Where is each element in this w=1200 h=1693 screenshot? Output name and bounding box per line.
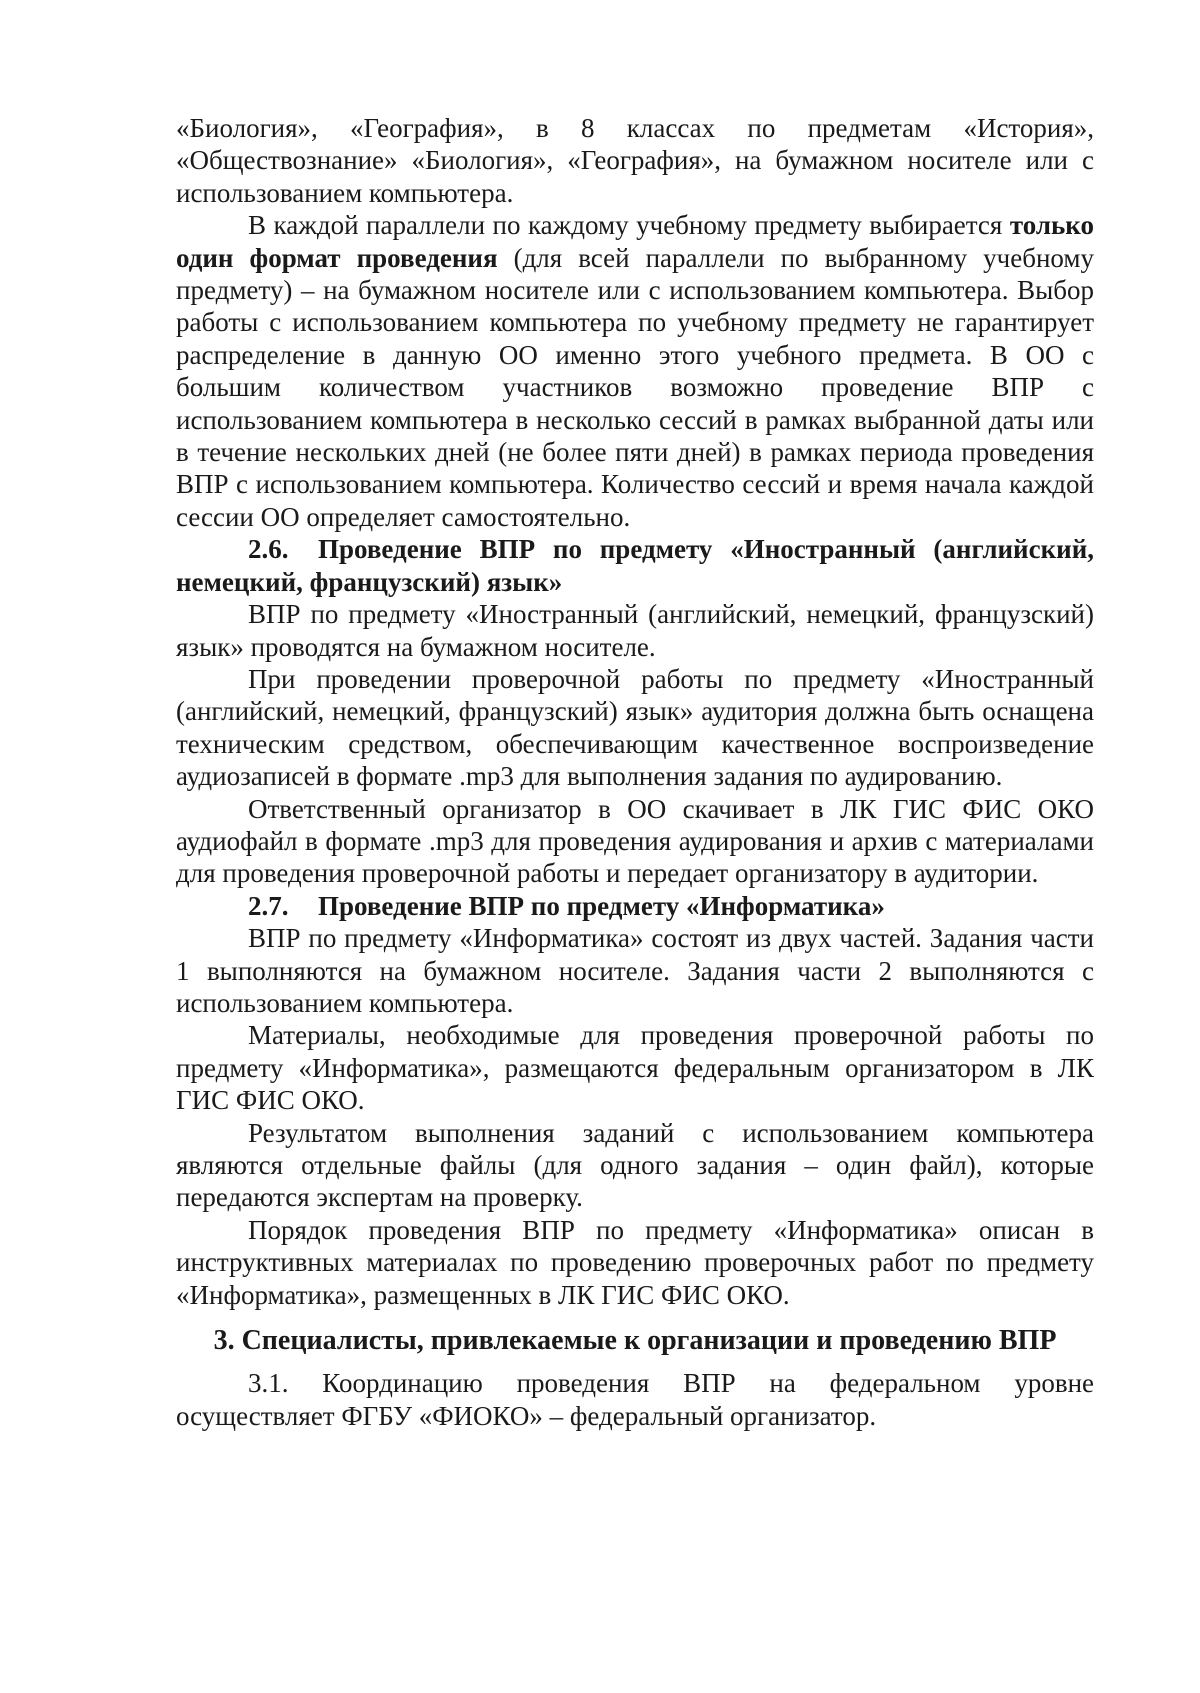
paragraph-foreign-language-paper: ВПР по предмету «Иностранный (английский, немецкий, французский) язык» проводятся на бумажном носителе. — [176, 599, 1094, 662]
section-title-2-6: Проведение ВПР по предмету «Иностранный (английский, немецкий, французский) язык» — [176, 534, 1094, 597]
paragraph-informatics-results: Результатом выполнения заданий с использованием компьютера являются отдельные файлы (для одного задания – один файл), которые передаются экспертам на проверку. — [176, 1117, 1094, 1213]
paragraph-subjects-continued: «Биология», «География», в 8 классах по предметам «История», «Обществознание» «Биология», «География», на бумажном носителе или с использованием компьютера. — [176, 113, 1094, 208]
section-number-2-7: 2.7. — [248, 890, 289, 921]
paragraph-foreign-language-download: Ответственный организатор в ОО скачивает в ЛК ГИС ФИС ОКО аудиофайл в формате .mp3 для проведения аудирования и архив с материалами для проведения проверочной работы и передает организатору в аудитории. — [176, 793, 1094, 889]
section-number-2-6: 2.6. — [248, 534, 289, 565]
section-heading-2-6 — [176, 533, 1094, 598]
paragraph-federal-coordination: 3.1. Координацию проведения ВПР на федеральном уровне осуществляет ФГБУ «ФИОКО» – федеральный организатор. — [176, 1368, 1094, 1431]
paragraph-informatics-procedure: Порядок проведения ВПР по предмету «Информатика» описан в инструктивных материалах по проведению проверочных работ по предмету «Информатика», размещенных в ЛК ГИС ФИС ОКО. — [176, 1214, 1094, 1310]
paragraph-format-choice — [176, 209, 1094, 533]
section-heading-3: 3. Специалисты, привлекаемые к организации и проведению ВПР — [213, 1325, 1057, 1357]
format-choice-text-end: (для всей параллели по выбранному учебному предмету) – на бумажном носителе или с использованием компьютера. Выбор работы с использованием компьютера по учебному предмету не гарантирует распределение в данную ОО именно этого учебного предмета. В ОО с большим количеством участников возможно проведение ВПР с использованием компьютера в несколько сессий в рамках выбранной даты или в течение нескольких дней (не более пяти дней) в рамках периода проведения ВПР с использованием компьютера. Количество сессий и время начала каждой сессии ОО определяет самостоятельно. — [176, 242, 1094, 532]
paragraph-informatics-parts: ВПР по предмету «Информатика» состоят из двух частей. Задания части 1 выполняются на бумажном носителе. Задания части 2 выполняются с использованием компьютера. — [176, 923, 1094, 1018]
format-choice-emphasis: только один формат проведения — [176, 210, 1094, 273]
paragraph-informatics-materials: Материалы, необходимые для проведения проверочной работы по предмету «Информатика», размещаются федеральным организатором в ЛК ГИС ФИС ОКО. — [176, 1020, 1094, 1116]
format-choice-text-start: В каждой параллели по каждому учебному предмету выбирается — [248, 210, 1010, 241]
section-title-2-7: Проведение ВПР по предмету «Информатика» — [318, 890, 885, 921]
paragraph-foreign-language-audio: При проведении проверочной работы по предмету «Иностранный (английский, немецкий, французский) язык» аудитория должна быть оснащена техническим средством, обеспечивающим качественное воспроизведение аудиозаписей в формате .mp3 для выполнения задания по аудированию. — [176, 663, 1094, 792]
document-body — [176, 112, 1094, 1432]
section-heading-2-7 — [176, 890, 1094, 922]
